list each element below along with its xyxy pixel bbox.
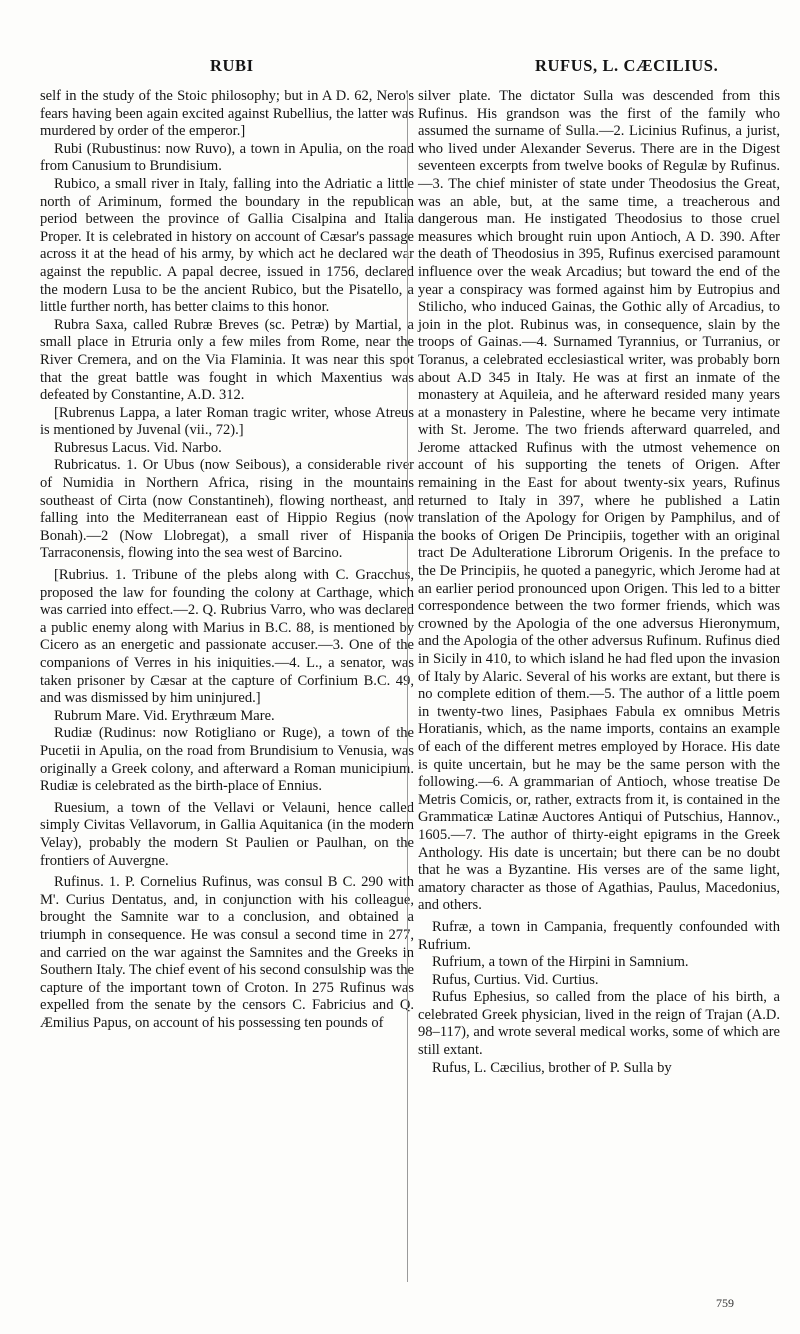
running-header	[0, 56, 800, 78]
right-column	[418, 88, 780, 1077]
left-column	[40, 88, 414, 1032]
entry-rufrae: Rufræ, a town in Campania, frequently confounded with Rufrium.	[418, 918, 780, 953]
column-divider	[407, 92, 408, 1282]
entry-rufus-ephesius: Rufus Ephesius, so called from the place of his birth, a celebrated Greek physician, lived in the reign of Trajan (A.D. 98–117), and wrote several medical works, some of which are still extant.	[418, 989, 780, 1059]
entry-rufus-caecilius: Rufus, L. Cæcilius, brother of P. Sulla by	[432, 1059, 672, 1076]
entry-rudiae: Rudiæ (Rudinus: now Rotigliano or Ruge), a town of the Pucetii in Apulia, on the road from Brundisium to Venusia, was originally a Greek colony, and afterward a Roman municipium. Rudiæ is celebrated as the birth-place of Ennius.	[40, 725, 414, 795]
entry-rubico: Rubico, a small river in Italy, falling into the Adriatic a little north of Ariminum, formed the boundary in the republican period between the province of Gallia Cisalpina and Italia Proper. It is celebrated in history on account of Cæsar's passage across it at the head of his army, by which act he declared war against the republic. A papal decree, issued in 1756, declared the modern Lusa to be the ancient Rubico, but the Pisatello, a little further north, has better claims to this honor.	[40, 175, 414, 316]
entry-rufinus: Rufinus. 1. P. Cornelius Rufinus, was consul B C. 290 with M'. Curius Dentatus, and, in conjunction with his colleague, brought the Samnite war to a conclusion, and obtained a triumph in consequence. He was consul a second time in 277, and carried on the war against the Samnites and the Greeks in Southern Italy. The chief event of his second consulship was the capture of the important town of Croton. In 275 Rufinus was expelled from the senate by the censors C. Fabricius and Q. Æmilius Papus, on account of his possessing ten pounds of	[40, 874, 414, 1031]
entry-rubra-saxa: Rubra Saxa, called Rubræ Breves (sc. Petræ) by Martial, a small place in Etruria only a few miles from Rome, near the River Cremera, and on the Via Flaminia. It was near this spot that the great battle was fought in which Maxentius was defeated by Constantine, A.D. 312.	[40, 316, 414, 404]
entry-paragraph: silver plate. The dictator Sulla was descended from this Rufinus. His grandson was the first of the family who assumed the surname of Sulla.—2. Licinius Rufinus, a jurist, who lived under Alexander Severus. There are in the Digest seventeen excerpts from twelve books of Regulæ by Rufinus.—3. The chief minister of state under Theodosius the Great, was an able, but, at the same time, a treacherous and dangerous man. He instigated Theodosius to those cruel measures which brought ruin upon Antioch, A D. 390. After the death of Theodosius in 395, Rufinus exercised paramount influence over the weak Arcadius; but toward the end of the year a conspiracy was formed against him by Eutropius and Stilicho, who induced Gainas, the Gothic ally of Arcadius, to join in the plot. Rubinus was, in consequence, slain by the troops of Gainas.—4. Surnamed Tyrannius, or Turranius, or Toranus, a celebrated ecclesiastical writer, was probably born about A.D 345 in Italy. He was at first an inmate of the monastery at Aquileia, and he afterward resided many years at a monastery in Palestine, where he became very intimate with St. Jerome. The two friends afterward quarreled, and Jerome attacked Rufinus with the utmost vehemence on account of his supporting the tenets of Origen. After remaining in the East for about twenty-six years, Rufinus returned to Italy in 397, where he published a Latin translation of the Apology for Origen by Pamphilus, and of the books of Origen De Principiis, together with an original tract De Adulteratione Librorum Origenis. In the preface to the De Principiis, he quoted a panegyric, which Jerome had at an earlier period pronounced upon Origen. This led to a bitter correspondence between the two former friends, which was crowned by the Apologia of the one adversus Hieronymum, and the Apologia of the other adversus Rufinum. Rufinus died in Sicily in 410, to which island he had fled upon the invasion of Italy by Alaric. Several of his works are extant, but there is no complete edition of them.—5. The author of a little poem in twenty-two lines, Pasiphaes Fabula ex omnibus Metris Horatianis, which, as the name imports, contains an example of each of the different metres employed by Horace. His date is quite uncertain, but he may be the same person with the following.—6. A grammarian of Antioch, whose treatise De Metris Comicis, or, rather, extracts from it, is contained in the Grammaticæ Latinæ Auctores Antiqui of Putschius, Hannov., 1605.—7. The author of thirty-eight epigrams in the Greek Anthology. His date is uncertain; but there can be no doubt that he was a Byzantine. His verses are of the same light, amatory character as those of Agathias, Paulus, Macedonius, and others.	[418, 88, 780, 914]
entry-rubrum-mare: Rubrum Mare. Vid. Erythræum Mare.	[54, 707, 275, 724]
entry-rubresus-lacus: Rubresus Lacus. Vid. Narbo.	[54, 439, 222, 456]
entry-ruesium: Ruesium, a town of the Vellavi or Velauni, hence called simply Civitas Vellavorum, in Gallia Aquitanica (in the modern Velay), probably the modern St Paulien or Paulhan, on the frontiers of Auvergne.	[40, 799, 414, 869]
entry-rubricatus: Rubricatus. 1. Or Ubus (now Seibous), a considerable river of Numidia in Northern Africa, rising in the mountains southeast of Cirta (now Constantineh), flowing northeast, and falling into the Mediterranean east of Hippio Regius (now Bonah).—2 (Now Llobregat), a small river of Hispania Tarraconensis, flowing into the sea west of Barcino.	[40, 457, 414, 562]
entry-rubrius: [Rubrius. 1. Tribune of the plebs along with C. Gracchus, proposed the law for founding the colony at Carthage, which was carried into effect.—2. Q. Rubrius Varro, who was declared a public enemy along with Marius in B.C. 88, is mentioned by Cicero as an energetic and passionate accuser.—3. One of the companions of Verres in his iniquities.—4. L., a senator, was taken prisoner by Cæsar at the capture of Corfinium B.C. 49, and was dismissed by him uninjured.]	[40, 567, 414, 707]
entry-rubrenus-lappa: [Rubrenus Lappa, a later Roman tragic writer, whose Atreus is mentioned by Juvenal (vii., 72).]	[40, 404, 414, 439]
header-left-headword: RUBI	[210, 56, 254, 75]
header-right-headword: RUFUS, L. CÆCILIUS.	[535, 56, 719, 75]
entry-rufrium: Rufrium, a town of the Hirpini in Samnium.	[432, 954, 689, 971]
entry-rufus-curtius: Rufus, Curtius. Vid. Curtius.	[432, 971, 599, 988]
page-number: 759	[716, 1296, 734, 1310]
entry-rubi: Rubi (Rubustinus: now Ruvo), a town in Apulia, on the road from Canusium to Brundisium.	[40, 140, 414, 175]
entry-paragraph: self in the study of the Stoic philosophy; but in A D. 62, Nero's fears having been again excited against Rubellius, the latter was murdered by order of the emperor.]	[40, 88, 414, 140]
